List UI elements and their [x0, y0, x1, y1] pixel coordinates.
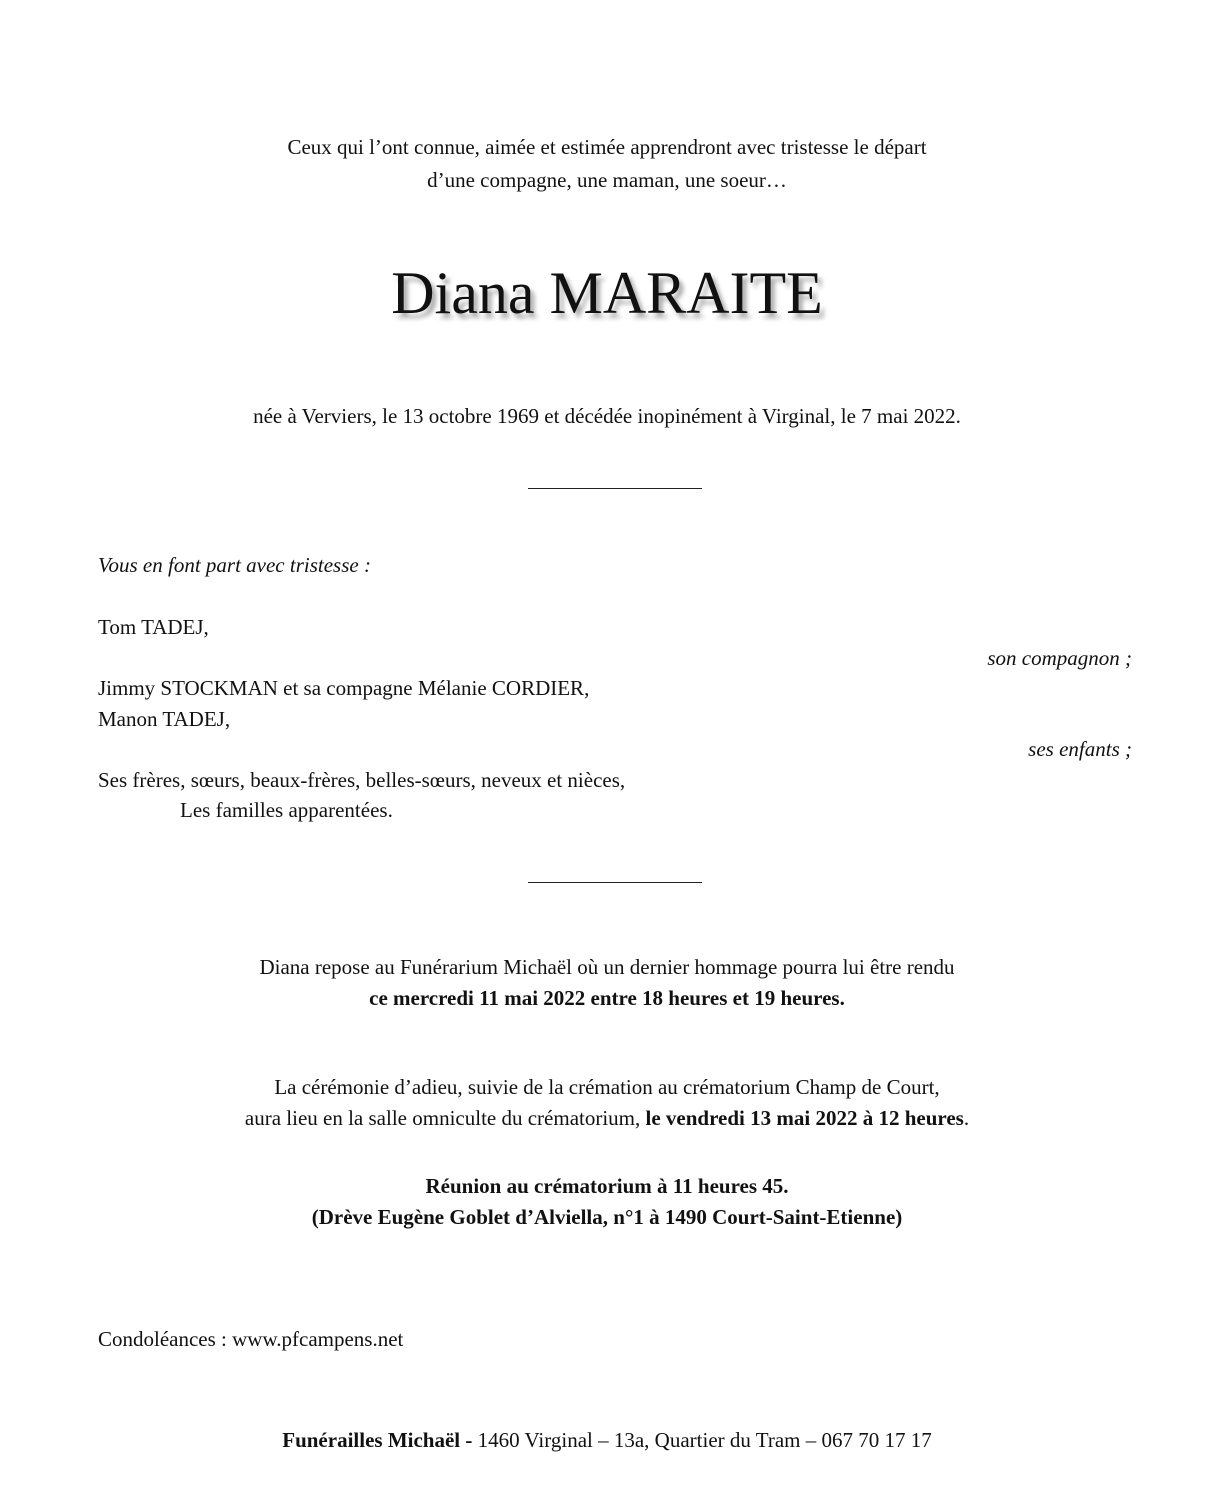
divider-top — [528, 488, 702, 489]
ceremony-line-2 — [0, 1105, 1214, 1131]
divider-bottom — [528, 882, 702, 883]
condolences-link[interactable]: Condoléances : www.pfcampens.net — [98, 1327, 404, 1351]
family-child-1: Jimmy STOCKMAN et sa compagne Mélanie CORDIER, — [98, 676, 590, 700]
ceremony-line-2-suffix: . — [963, 1106, 970, 1130]
meeting-address: (Drève Eugène Goblet d’Alviella, n°1 à 1490 Court-Saint-Etienne) — [311, 1205, 903, 1229]
birth-death-info: née à Verviers, le 13 octobre 1969 et décédée inopinément à Virginal, le 7 mai 2022. — [253, 404, 961, 428]
family-child-2: Manon TADEJ, — [98, 707, 231, 731]
intro-line-2: d’une compagne, une maman, une soeur… — [427, 168, 787, 192]
family-children-role: ses enfants ; — [1028, 737, 1132, 761]
intro-line-1: Ceux qui l’ont connue, aimée et estimée apprendront avec tristesse le départ — [287, 135, 927, 159]
footer — [0, 1427, 1214, 1453]
family-partner: Tom TADEJ, — [98, 615, 209, 639]
visitation-line-1: Diana repose au Funérarium Michaël où un dernier hommage pourra lui être rendu — [259, 955, 955, 979]
footer-company: Funérailles Michaël - — [282, 1428, 478, 1452]
family-partner-role: son compagnon ; — [987, 646, 1132, 670]
ceremony-line-1: La cérémonie d’adieu, suivie de la crémation au crématorium Champ de Court, — [274, 1075, 940, 1099]
family-heading: Vous en font part avec tristesse : — [98, 553, 371, 577]
family-relatives: Les familles apparentées. — [180, 798, 393, 822]
meeting-line-1: Réunion au crématorium à 11 heures 45. — [425, 1174, 789, 1198]
family-siblings: Ses frères, sœurs, beaux-frères, belles-sœurs, neveux et nièces, — [98, 768, 626, 792]
visitation-line-2: ce mercredi 11 mai 2022 entre 18 heures et 19 heures. — [369, 986, 845, 1010]
footer-address: 1460 Virginal – 13a, Quartier du Tram – 067 70 17 17 — [477, 1428, 932, 1452]
deceased-name: Diana MARAITE — [391, 260, 823, 326]
ceremony-date-time: le vendredi 13 mai 2022 à 12 heures — [645, 1106, 964, 1130]
ceremony-line-2-prefix: aura lieu en la salle omniculte du crématorium, — [244, 1106, 646, 1130]
